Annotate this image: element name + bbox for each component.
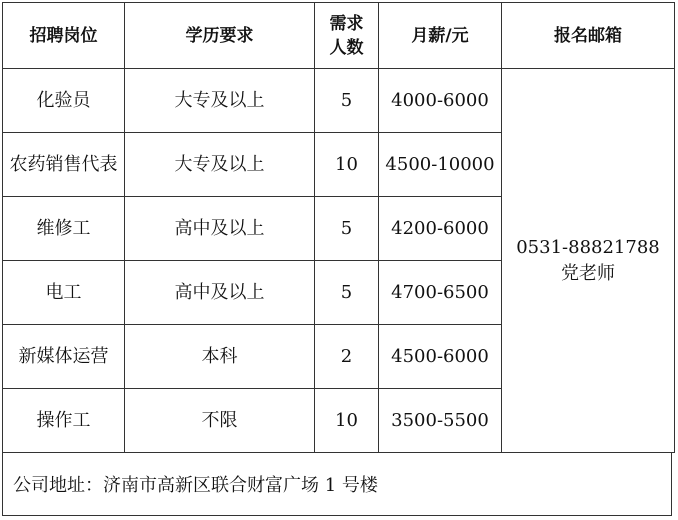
cell-salary: 4200-6000 [379,197,502,261]
cell-position: 操作工 [3,389,125,453]
cell-salary: 4500-6000 [379,325,502,389]
header-education: 学历要求 [125,3,315,69]
cell-count: 2 [315,325,379,389]
cell-education: 高中及以上 [125,261,315,325]
cell-education: 不限 [125,389,315,453]
header-count-line2: 人数 [329,37,364,58]
recruitment-table [2,2,675,453]
cell-education: 大专及以上 [125,133,315,197]
cell-contact [502,69,675,453]
table-row [3,69,675,133]
cell-count: 10 [315,389,379,453]
cell-position: 化验员 [3,69,125,133]
cell-count: 5 [315,197,379,261]
header-position: 招聘岗位 [3,3,125,69]
cell-education: 高中及以上 [125,197,315,261]
cell-salary: 4000-6000 [379,69,502,133]
header-count-line1: 需求 [329,13,364,34]
cell-education: 本科 [125,325,315,389]
cell-salary: 4700-6500 [379,261,502,325]
table-header-row [3,3,675,69]
cell-position: 电工 [3,261,125,325]
contact-phone: 0531-88821788 [516,236,660,258]
header-email: 报名邮箱 [502,3,675,69]
cell-position: 农药销售代表 [3,133,125,197]
cell-position: 新媒体运营 [3,325,125,389]
cell-position: 维修工 [3,197,125,261]
cell-salary: 4500-10000 [379,133,502,197]
cell-salary: 3500-5500 [379,389,502,453]
contact-name: 党老师 [561,262,615,284]
cell-count: 5 [315,261,379,325]
header-count [315,3,379,69]
cell-education: 大专及以上 [125,69,315,133]
company-address: 公司地址：济南市高新区联合财富广场 1 号楼 [2,452,672,516]
cell-count: 10 [315,133,379,197]
cell-count: 5 [315,69,379,133]
header-salary: 月薪/元 [379,3,502,69]
